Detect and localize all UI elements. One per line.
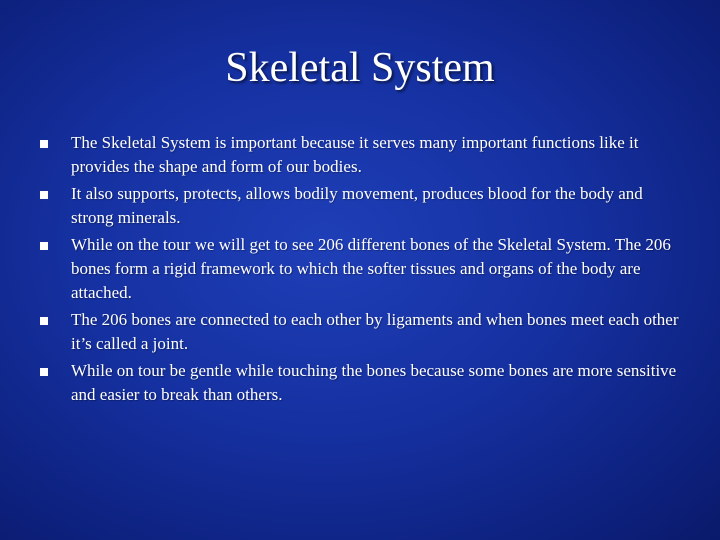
bullet-text: While on the tour we will get to see 206 different bones of the Skeletal System. The 206 bones form a rigid framework to which the softer tissues and organs of the body are attached. [71,234,671,303]
bullet-item [40,233,680,306]
square-bullet-icon [40,317,48,325]
bullet-item [40,131,680,179]
square-bullet-icon [40,140,48,148]
bullet-item [40,308,680,356]
square-bullet-icon [40,191,48,199]
bullet-list [40,131,680,410]
square-bullet-icon [40,242,48,250]
bullet-text: The 206 bones are connected to each other by ligaments and when bones meet each other it’s called a joint. [71,309,679,354]
bullet-text: The Skeletal System is important because it serves many important functions like it provides the shape and form of our bodies. [71,133,639,177]
bullet-text: It also supports, protects, allows bodily movement, produces blood for the body and strong minerals. [71,183,643,228]
bullet-text: While on tour be gentle while touching the bones because some bones are more sensitive and easier to break than others. [71,360,677,405]
bullet-item [40,359,680,407]
bullet-item [40,182,680,230]
slide-title: Skeletal System [225,45,495,91]
square-bullet-icon [40,368,48,376]
